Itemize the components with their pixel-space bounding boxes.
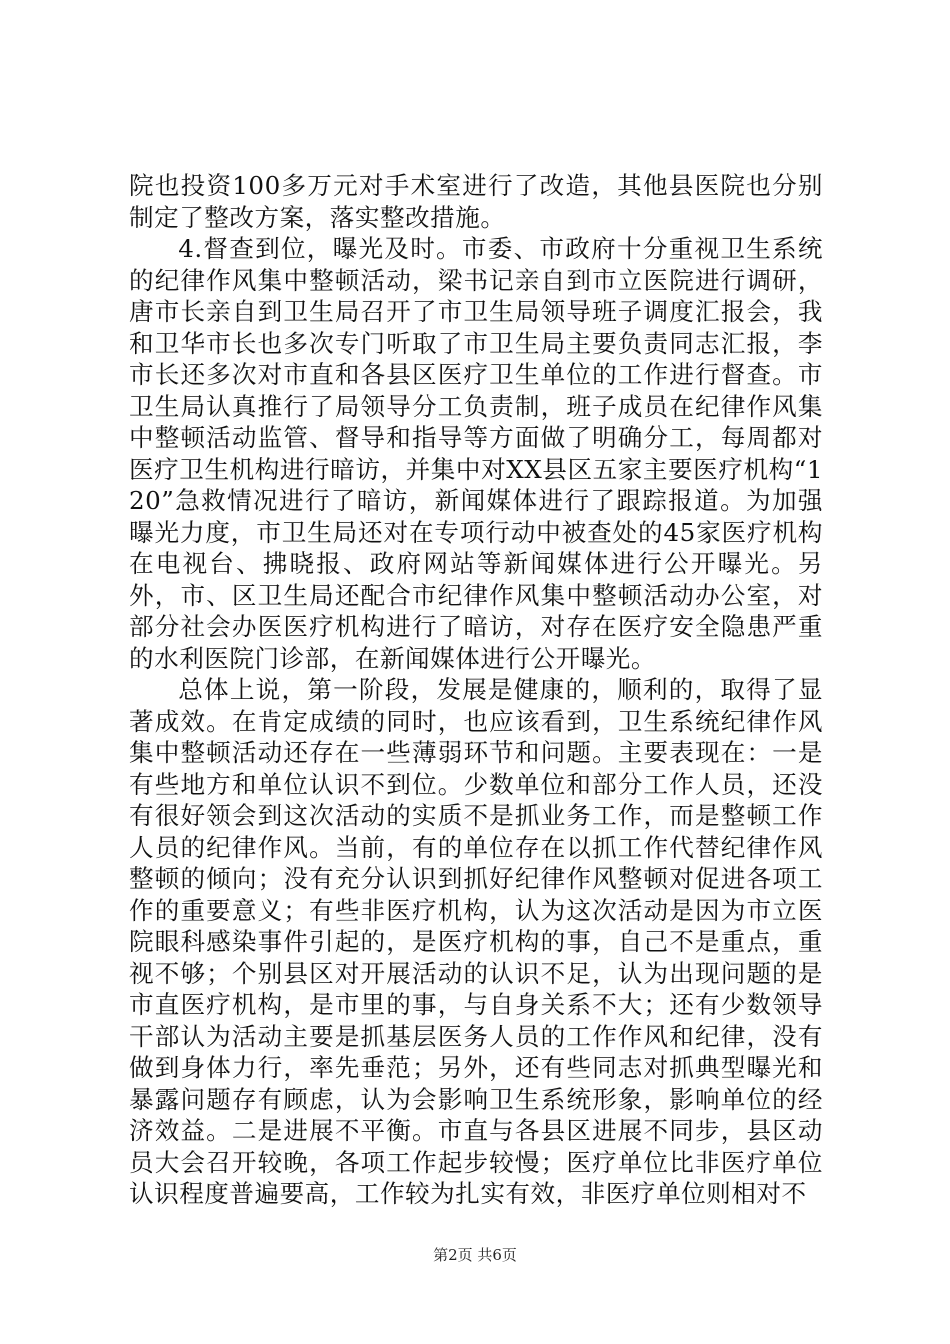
paragraph-continuation: 院也投资100多万元对手术室进行了改造，其他县医院也分别制定了整改方案，落实整改措施。 <box>129 171 823 232</box>
document-body <box>129 170 823 1210</box>
paragraph-summary: 总体上说，第一阶段，发展是健康的，顺利的，取得了显著成效。在肯定成绩的同时，也应该看到，卫生系统纪律作风集中整顿活动还存在一些薄弱环节和问题。主要表现在：一是有些地方和单位认识不到位。少数单位和部分工作人员，还没有很好领会到这次活动的实质不是抓业务工作，而是整顿工作人员的纪律作风。当前，有的单位存在以抓工作代替纪律作风整顿的倾向；没有充分认识到抓好纪律作风整顿对促进各项工作的重要意义；有些非医疗机构，认为这次活动是因为市立医院眼科感染事件引起的，是医疗机构的事，自己不是重点，重视不够；个别县区对开展活动的认识不足，认为出现问题的是市直医疗机构，是市里的事，与自身关系不大；还有少数领导干部认为活动主要是抓基层医务人员的工作作风和纪律，没有做到身体力行，率先垂范；另外，还有些同志对抓典型曝光和暴露问题存有顾虑，认为会影响卫生系统形象，影响单位的经济效益。二是进展不平衡。市直与各县区进展不同步，县区动员大会召开较晚，各项工作起步较慢；医疗单位比非医疗单位认识程度普遍要高，工作较为扎实有效，非医疗单位则相对不 <box>129 675 823 1208</box>
page-footer: 第2页 共6页 <box>433 1246 517 1264</box>
paragraph-supervision: 4.督查到位，曝光及时。市委、市政府十分重视卫生系统的纪律作风集中整顿活动，梁书记亲自到市立医院进行调研，唐市长亲自到卫生局召开了市卫生局领导班子调度汇报会，我和卫华市长也多次专门听取了市卫生局主要负责同志汇报，李市长还多次对市直和各县区医疗卫生单位的工作进行督查。市卫生局认真推行了局领导分工负责制，班子成员在纪律作风集中整顿活动监管、督导和指导等方面做了明确分工，每周都对医疗卫生机构进行暗访，并集中对XX县区五家主要医疗机构“120”急救情况进行了暗访，新闻媒体进行了跟踪报道。为加强曝光力度，市卫生局还对在专项行动中被查处的45家医疗机构在电视台、拂晓报、政府网站等新闻媒体进行公开曝光。另外，市、区卫生局还配合市纪律作风集中整顿活动办公室，对部分社会办医医疗机构进行了暗访，对存在医疗安全隐患严重的水利医院门诊部，在新闻媒体进行公开曝光。 <box>129 234 823 673</box>
